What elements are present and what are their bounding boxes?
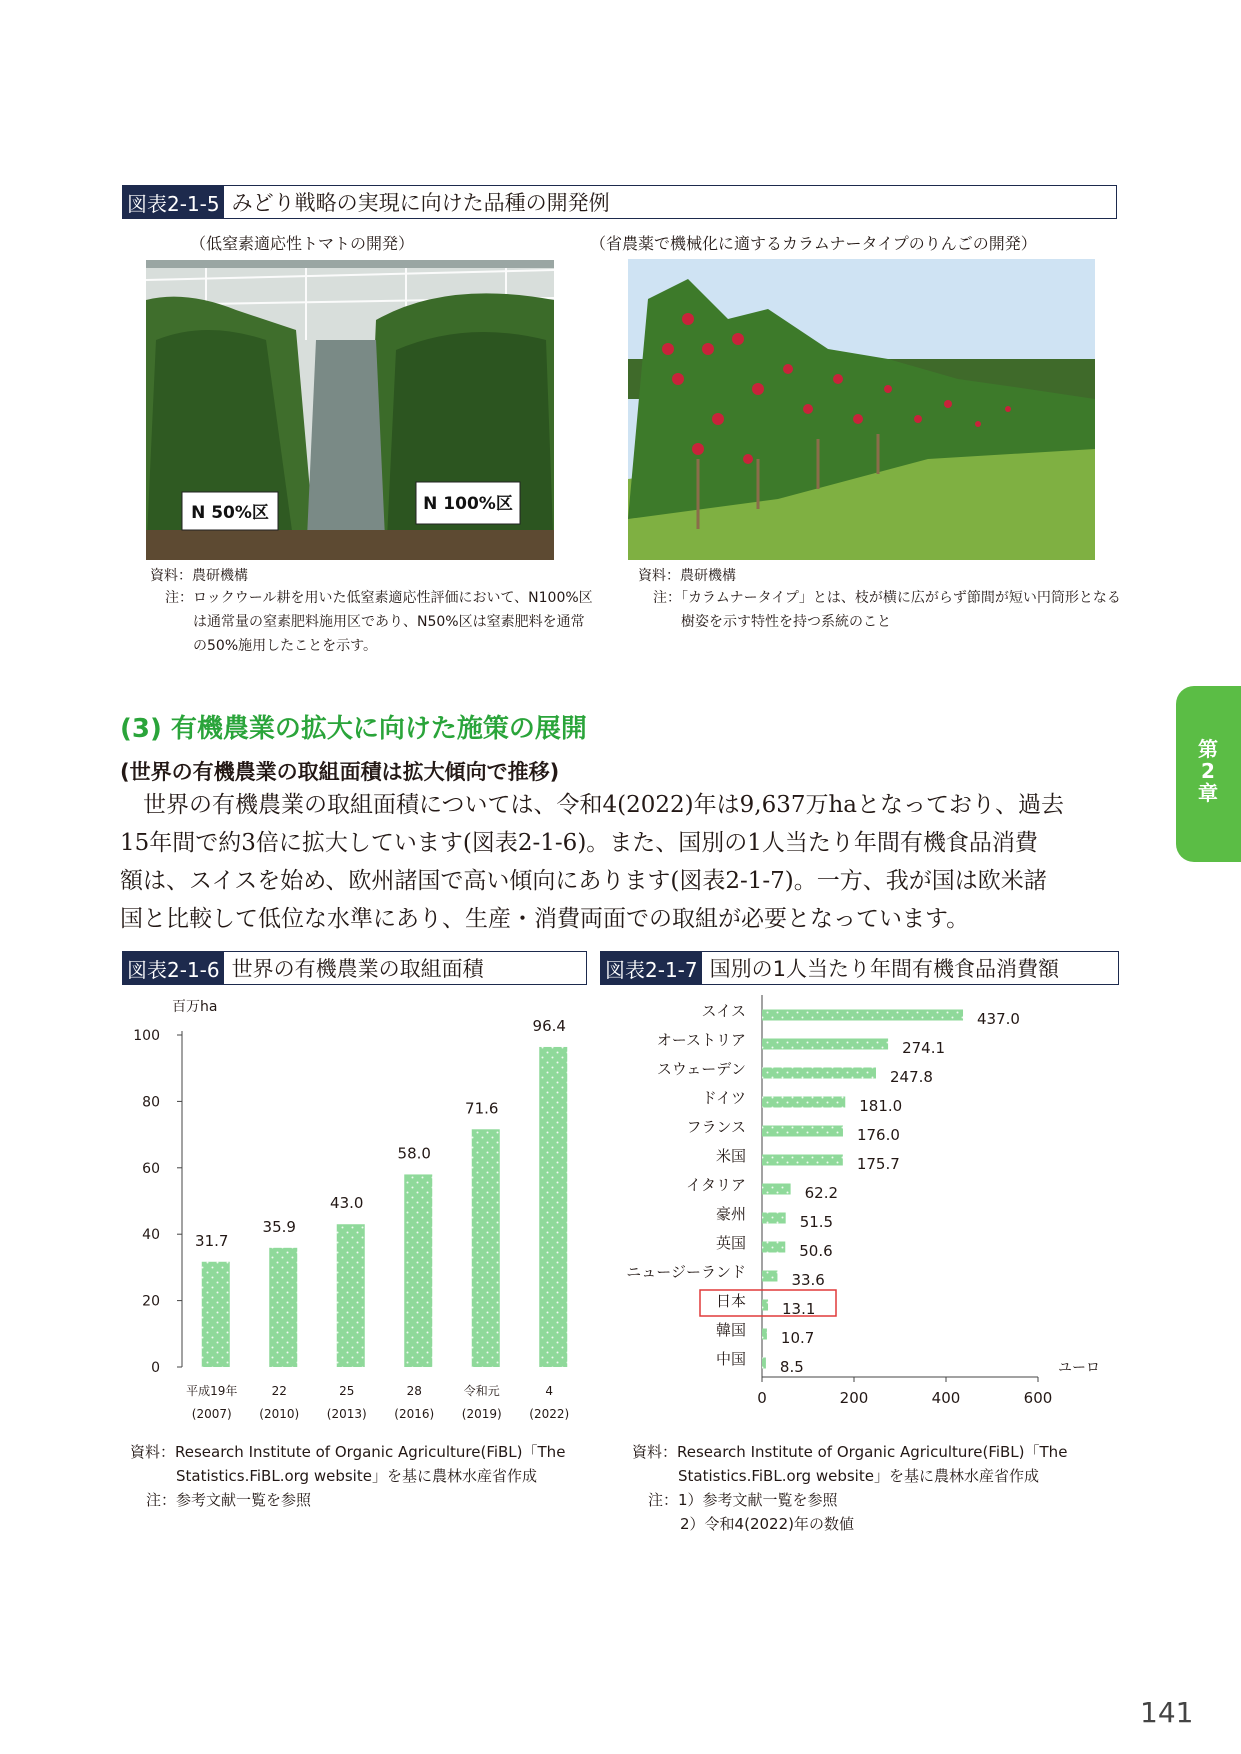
section-paragraph [120, 786, 1120, 938]
y-tick-label: 100 [133, 1028, 160, 1044]
tomato-greenhouse-photo [146, 260, 554, 560]
bar-value-label: 62.2 [804, 1184, 839, 1202]
x-axis-unit-label: ユーロ [1058, 1360, 1100, 1376]
bar [762, 1155, 843, 1166]
bar-value-label: 50.6 [799, 1242, 833, 1260]
organic-consumption-bar-chart [600, 995, 1120, 1435]
bar-value-label: 181.0 [859, 1097, 903, 1115]
fig217-note1: 注：1）参考文献一覧を参照 [648, 1491, 838, 1509]
bar [762, 1358, 766, 1369]
y-tick-label: 20 [142, 1293, 160, 1310]
bar [269, 1248, 297, 1367]
bar-value-label: 51.5 [799, 1213, 834, 1231]
bar-value-label: 33.6 [791, 1271, 825, 1289]
fig217-source-line2: Statistics.FiBL.org website」を基に農林水産省作成 [678, 1467, 1039, 1485]
fig215-label: 図表2-1-5 [123, 186, 224, 218]
bar-value-label: 437.0 [977, 1010, 1020, 1028]
x-tick-label: 600 [1023, 1389, 1053, 1407]
x-tick-sublabel: (2013) [326, 1407, 367, 1421]
sign-n50-text: N 50%区 [191, 503, 269, 523]
x-tick-label: 4 [545, 1384, 554, 1398]
organic-area-bar-chart [120, 995, 590, 1435]
x-tick-sublabel: (2019) [461, 1407, 502, 1421]
fig215-right-source: 資料：農研機構 [638, 568, 736, 584]
bar [762, 1010, 963, 1021]
category-label: 韓国 [715, 1321, 746, 1339]
bar-value-label: 8.5 [779, 1358, 804, 1376]
x-tick-label: 400 [931, 1389, 961, 1407]
fig216-label: 図表2-1-6 [123, 952, 224, 984]
bar-value-label: 96.4 [532, 1016, 566, 1035]
bar-value-label: 175.7 [856, 1155, 900, 1173]
sign-n100-text: N 100%区 [423, 494, 513, 514]
category-label: イタリア [685, 1176, 746, 1194]
bar-value-label: 247.8 [889, 1068, 933, 1086]
bar [472, 1129, 500, 1367]
category-label: ニュージーランド [626, 1263, 746, 1281]
fig215-right-caption: （省農薬で機械化に適するカラムナータイプのりんごの開発） [590, 234, 1037, 253]
fig216-title: 世界の有機農業の取組面積 [231, 957, 484, 981]
bar [762, 1329, 767, 1340]
bar-value-label: 176.0 [856, 1126, 900, 1144]
page-number: 141 [1140, 1696, 1194, 1729]
apple-photo-drawing [628, 259, 1095, 560]
chapter-side-tab-text: 第2章 [1198, 737, 1218, 805]
bar [539, 1047, 567, 1367]
x-tick-label: 0 [757, 1389, 767, 1407]
x-tick-label: 平成19年 [186, 1384, 238, 1398]
bar-value-label: 274.1 [902, 1039, 946, 1057]
bar-value-label: 43.0 [330, 1194, 364, 1213]
bar-value-label: 35.9 [262, 1217, 296, 1236]
paragraph-line-2: 15年間で約3倍に拡大しています(図表2-1-6)。また、国別の1人当たり年間有機食品消費 [120, 830, 1038, 856]
x-tick-label: 22 [271, 1384, 287, 1398]
bar [762, 1184, 791, 1195]
fig217-label: 図表2-1-7 [601, 952, 702, 984]
x-tick-sublabel: (2007) [191, 1407, 232, 1421]
bar [762, 1039, 888, 1050]
fig217-source-line1: 資料：Research Institute of Organic Agriculture(FiBL)「The [632, 1443, 1068, 1461]
x-tick-label: 200 [839, 1389, 869, 1407]
category-label: 日本 [715, 1292, 746, 1310]
bar [762, 1068, 876, 1079]
category-label: ドイツ [701, 1089, 746, 1107]
y-tick-label: 0 [151, 1360, 160, 1376]
fig215-title: みどり戦略の実現に向けた品種の開発例 [231, 191, 610, 215]
y-axis-unit-label: 百万ha [172, 999, 218, 1015]
apple-orchard-photo [628, 259, 1095, 560]
y-tick-label: 40 [142, 1227, 160, 1244]
paragraph-line-1: 世界の有機農業の取組面積については、令和4(2022)年は9,637万haとなっており、過去 [120, 792, 1065, 818]
fig215-left-caption: （低窒素適応性トマトの開発） [190, 234, 415, 253]
bar [337, 1224, 365, 1367]
fig215-left-note: 注：ロックウール耕を用いた低窒素適応性評価において、N100%区は通常量の窒素肥料施用区であり、N50%区は窒素肥料を通常の50%施用したことを示す。 [165, 590, 593, 654]
paragraph-line-3: 額は、スイスを始め、欧州諸国で高い傾向にあります(図表2-1-7)。一方、我が国は欧米諸 [120, 868, 1047, 894]
fig217-title: 国別の1人当たり年間有機食品消費額 [709, 957, 1059, 981]
paragraph-line-4: 国と比較して低位な水準にあり、生産・消費両面での取組が必要となっています。 [120, 906, 970, 932]
bar [404, 1174, 432, 1367]
bar-value-label: 58.0 [397, 1144, 431, 1163]
bar-value-label: 31.7 [195, 1231, 229, 1250]
bar-value-label: 13.1 [782, 1300, 816, 1318]
fig217-note2: 2）令和4(2022)年の数値 [680, 1515, 854, 1533]
fig216-source-line2: Statistics.FiBL.org website」を基に農林水産省作成 [176, 1467, 537, 1485]
bar-value-label: 10.7 [780, 1329, 815, 1347]
section-subheading: (世界の有機農業の取組面積は拡大傾向で推移) [120, 760, 560, 784]
fig217-title-bar [600, 951, 1119, 985]
x-tick-sublabel: (2022) [529, 1407, 570, 1421]
category-label: フランス [686, 1118, 746, 1136]
category-label: 米国 [715, 1147, 746, 1165]
fig216-source-line1: 資料：Research Institute of Organic Agriculture(FiBL)「The [130, 1443, 566, 1461]
fig215-left-source: 資料：農研機構 [150, 568, 248, 584]
fig215-title-bar [122, 185, 1117, 219]
x-tick-label: 25 [339, 1384, 355, 1398]
x-tick-label: 28 [406, 1384, 422, 1398]
section-heading: (3) 有機農業の拡大に向けた施策の展開 [120, 714, 587, 744]
x-tick-label: 令和元 [463, 1384, 500, 1398]
y-tick-label: 60 [142, 1160, 160, 1177]
x-tick-sublabel: (2010) [259, 1407, 300, 1421]
bar [762, 1300, 768, 1311]
bar [762, 1213, 786, 1224]
y-tick-label: 80 [142, 1094, 160, 1111]
fig216-note: 注：参考文献一覧を参照 [146, 1491, 312, 1509]
category-label: 中国 [715, 1350, 746, 1368]
category-label: スウェーデン [656, 1060, 746, 1078]
bar [202, 1262, 230, 1367]
bar [762, 1097, 845, 1108]
bar [762, 1271, 777, 1282]
category-label: スイス [701, 1002, 746, 1020]
tomato-photo-drawing [146, 260, 554, 560]
category-label: 豪州 [715, 1205, 746, 1223]
category-label: 英国 [715, 1234, 746, 1252]
x-tick-sublabel: (2016) [394, 1407, 435, 1421]
category-label: オーストリア [656, 1031, 746, 1049]
bar [762, 1242, 785, 1253]
fig216-title-bar [122, 951, 587, 985]
fig215-right-note: 注：「カラムナータイプ」とは、枝が横に広がらず節間が短い円筒形となる樹姿を示す特性を持つ系統のこと [653, 590, 1121, 630]
bar-value-label: 71.6 [465, 1099, 499, 1118]
bar [762, 1126, 843, 1137]
